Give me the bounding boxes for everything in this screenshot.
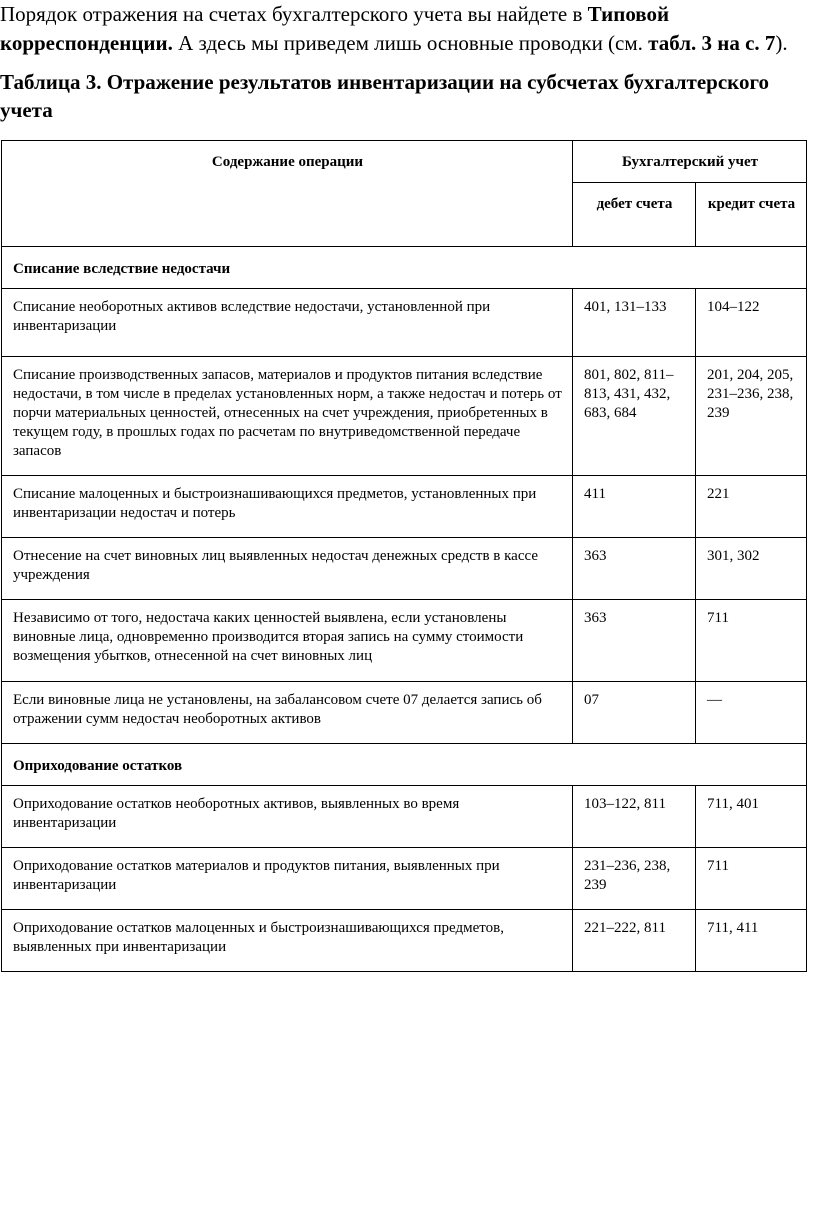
cell-operation: Если виновные лица не установлены, на забалансовом счете 07 делается запись об отражении сумм недостач необоротных активов — [2, 682, 573, 744]
cell-credit: 221 — [696, 476, 807, 538]
section-title: Оприходование остатков — [2, 744, 807, 786]
cell-credit: 301, 302 — [696, 538, 807, 600]
cell-operation: Оприходование остатков материалов и продуктов питания, выявленных при инвентаризации — [2, 848, 573, 910]
cell-credit: 711, 411 — [696, 910, 807, 972]
cell-credit: 201, 204, 205, 231–236, 238, 239 — [696, 357, 807, 476]
cell-operation: Оприходование остатков необоротных активов, выявленных во время инвентаризации — [2, 786, 573, 848]
cell-credit: 711, 401 — [696, 786, 807, 848]
intro-bold-2: табл. 3 на с. 7 — [648, 31, 776, 55]
header-debit: дебет счета — [573, 183, 696, 247]
cell-credit: 711 — [696, 848, 807, 910]
header-credit: кредит счета — [696, 183, 807, 247]
table-row — [2, 786, 807, 848]
table-row — [2, 538, 807, 600]
cell-debit: 221–222, 811 — [573, 910, 696, 972]
table-title: Таблица 3. Отражение результатов инвентаризации на субсчетах бухгалтерского учета — [0, 70, 769, 122]
cell-operation: Списание необоротных активов вследствие недостачи, установленной при инвентаризации — [2, 289, 573, 357]
cell-debit: 411 — [573, 476, 696, 538]
intro-text-3: ). — [775, 31, 788, 55]
intro-text-1: Порядок отражения на счетах бухгалтерского учета вы найдете в — [0, 2, 588, 26]
section-title: Списание вследствие недостачи — [2, 247, 807, 289]
cell-credit: 104–122 — [696, 289, 807, 357]
table-header-row — [2, 141, 807, 183]
cell-debit: 363 — [573, 600, 696, 682]
cell-debit: 07 — [573, 682, 696, 744]
table-row — [2, 357, 807, 476]
header-accounting: Бухгалтерский учет — [573, 141, 807, 183]
cell-operation: Оприходование остатков малоценных и быстроизнашивающихся предметов, выявленных при инвентаризации — [2, 910, 573, 972]
cell-debit: 103–122, 811 — [573, 786, 696, 848]
accounting-table — [1, 140, 807, 972]
cell-debit: 231–236, 238, 239 — [573, 848, 696, 910]
cell-operation: Списание производственных запасов, материалов и продуктов питания вследствие недостачи, в том числе в пределах установленных норм, а также недостач и потерь от порчи материальных ценностей, отнесенных на счет учреждения, приобретенных в текущем году, в прошлых годах по расчетам по внутриведомственной передаче запасов — [2, 357, 573, 476]
section-row — [2, 744, 807, 786]
header-operation: Содержание операции — [2, 141, 573, 247]
cell-debit: 363 — [573, 538, 696, 600]
table-row — [2, 848, 807, 910]
intro-bold-1: Типовой корреспонденции. — [0, 2, 670, 55]
table-row — [2, 600, 807, 682]
table-row — [2, 910, 807, 972]
cell-debit: 401, 131–133 — [573, 289, 696, 357]
table-row — [2, 682, 807, 744]
cell-debit: 801, 802, 811–813, 431, 432, 683, 684 — [573, 357, 696, 476]
cell-operation: Списание малоценных и быстроизнашивающихся предметов, установленных при инвентаризации недостач и потерь — [2, 476, 573, 538]
cell-credit: 711 — [696, 600, 807, 682]
intro-text-2: А здесь мы приведем лишь основные проводки (см. — [172, 31, 649, 55]
intro-paragraph — [0, 0, 812, 58]
cell-operation: Отнесение на счет виновных лиц выявленных недостач денежных средств в кассе учреждения — [2, 538, 573, 600]
section-row — [2, 247, 807, 289]
cell-credit: — — [696, 682, 807, 744]
table-row — [2, 289, 807, 357]
table-row — [2, 476, 807, 538]
cell-operation: Независимо от того, недостача каких ценностей выявлена, если установлены виновные лица, одновременно производится вторая запись на сумму стоимости возмещения убытков, отнесенной на счет виновных лиц — [2, 600, 573, 682]
